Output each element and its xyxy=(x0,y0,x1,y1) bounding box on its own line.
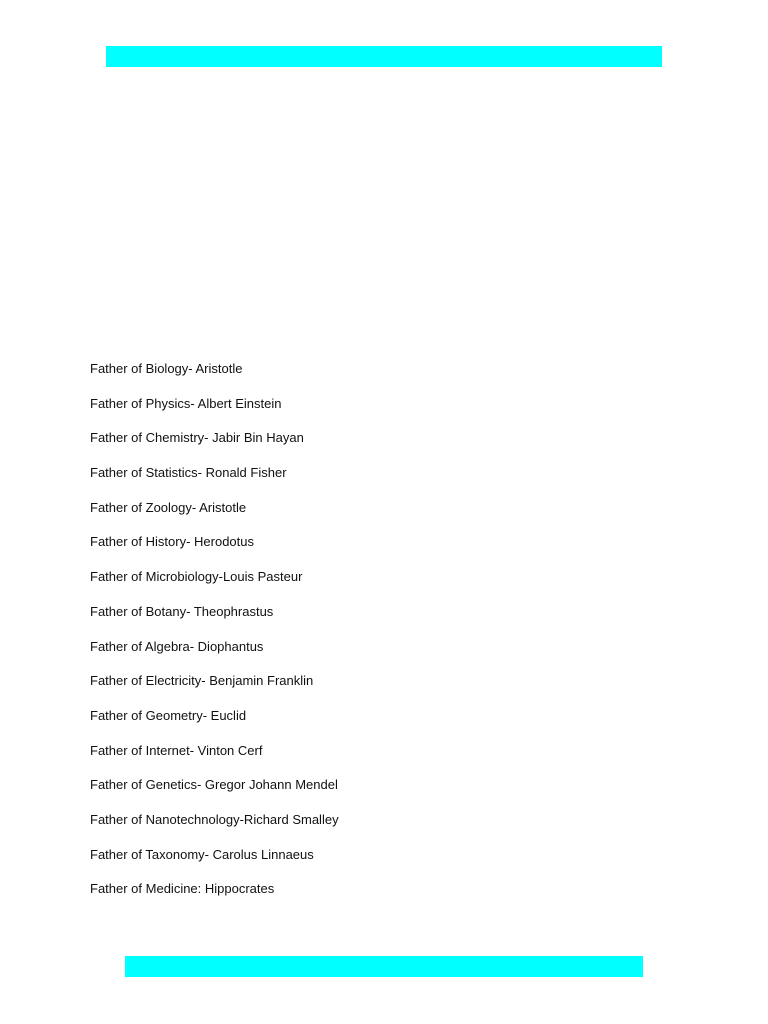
bottom-accent-bar xyxy=(125,956,643,977)
fact-line: Father of Biology- Aristotle xyxy=(90,361,243,376)
fact-line: Father of Chemistry- Jabir Bin Hayan xyxy=(90,430,304,446)
fact-line: Father of Zoology- Aristotle xyxy=(90,499,247,515)
top-accent-bar xyxy=(106,46,662,67)
fact-line: Father of Nanotechnology-Richard Smalley xyxy=(90,811,339,827)
fact-line: Father of Geometry- Euclid xyxy=(90,707,247,723)
fact-line: Father of History- Herodotus xyxy=(90,534,255,550)
facts-list xyxy=(90,358,339,913)
fact-line: Father of Physics- Albert Einstein xyxy=(90,395,282,411)
fact-line: Father of Microbiology-Louis Pasteur xyxy=(90,569,303,585)
fact-line: Father of Statistics- Ronald Fisher xyxy=(90,465,287,481)
fact-line: Father of Medicine: Hippocrates xyxy=(90,881,275,897)
fact-line: Father of Genetics- Gregor Johann Mendel xyxy=(90,777,338,793)
fact-line: Father of Botany- Theophrastus xyxy=(90,603,274,619)
fact-line: Father of Taxonomy- Carolus Linnaeus xyxy=(90,846,314,862)
fact-line: Father of Electricity- Benjamin Franklin xyxy=(90,673,314,689)
fact-line: Father of Internet- Vinton Cerf xyxy=(90,742,263,758)
fact-line: Father of Algebra- Diophantus xyxy=(90,638,264,654)
